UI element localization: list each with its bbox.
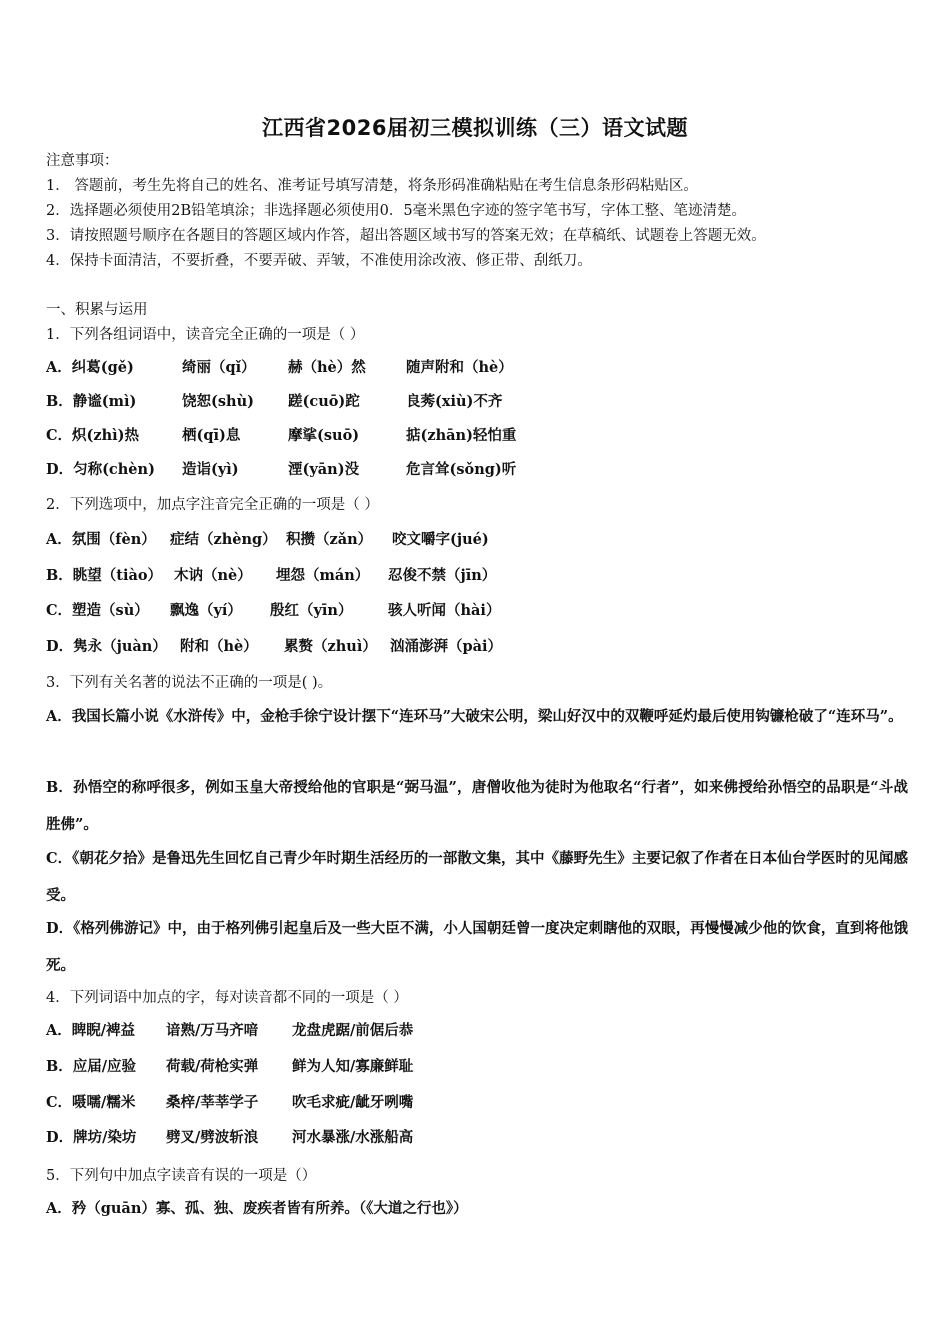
option-term: 咬文嚼字(jué) — [392, 531, 489, 548]
option-term: D．隽永（juàn） — [46, 638, 167, 655]
notice-item: 1． 答题前，考生先将自己的姓名、准考证号填写清楚，将条形码准确粘贴在考生信息条形码粘贴区。 — [46, 178, 698, 194]
option-term: 桑梓/莘莘学子 — [166, 1094, 259, 1111]
q4-option-b — [46, 1057, 413, 1077]
option-term: 木讷（nè） — [174, 567, 252, 584]
question-stem-2: 2．下列选项中，加点字注音完全正确的一项是（ ） — [46, 497, 379, 513]
q4-option-a — [46, 1021, 413, 1041]
option-term: 骇人听闻（hài） — [388, 602, 501, 619]
q4-option-d — [46, 1128, 413, 1148]
option-term: 掂(zhān)轻怕重 — [406, 427, 517, 444]
option-term: 忍俊不禁（jīn） — [388, 567, 497, 584]
question-stem-3: 3．下列有关名著的说法不正确的一项是( )。 — [46, 675, 333, 691]
notice-item: 4．保持卡面清洁，不要折叠，不要弄破、弄皱，不准使用涂改液、修正带、刮纸刀。 — [46, 253, 592, 269]
option-term: 附和（hè） — [180, 638, 258, 655]
option-term: 赫（hè）然 — [288, 359, 366, 376]
question-stem-5: 5．下列句中加点字读音有误的一项是（） — [46, 1168, 317, 1184]
q3-option-b: B．孙悟空的称呼很多，例如玉皇大帝授给他的官职是“弼马温”，唐僧收他为徒时为他取名“行者”，如来佛授给孙悟空的品职是“斗战胜佛”。 — [46, 779, 908, 833]
option-term: 谙熟/万马齐喑 — [166, 1022, 259, 1039]
option-term: 埋怨（mán） — [276, 567, 370, 584]
question-stem-1: 1．下列各组词语中，读音完全正确的一项是（ ） — [46, 327, 365, 343]
option-term: D．牌坊/染坊 — [46, 1129, 137, 1146]
option-term: 绮丽（qǐ） — [182, 359, 256, 376]
q2-option-b — [46, 566, 496, 586]
option-term: 症结（zhèng） — [170, 531, 277, 548]
option-term: A．氛围（fèn） — [46, 531, 156, 548]
q1-option-b — [46, 392, 502, 412]
option-term: C．塑造（sù） — [46, 602, 149, 619]
q4-option-c — [46, 1093, 413, 1113]
option-term: 造诣(yì) — [182, 461, 239, 478]
option-term: 荷载/荷枪实弹 — [166, 1058, 259, 1075]
option-term: 栖(qī)息 — [182, 427, 241, 444]
option-term: 龙盘虎踞/前倨后恭 — [292, 1022, 414, 1039]
option-term: D．匀称(chèn) — [46, 461, 155, 478]
notice-item: 2．选择题必须使用2B铅笔填涂；非选择题必须使用0．5毫米黑色字迹的签字笔书写，字体工整、笔迹清楚。 — [46, 203, 747, 219]
q1-option-a — [46, 358, 513, 378]
q1-option-d — [46, 460, 516, 480]
option-term: 汹涌澎湃（pài） — [390, 638, 503, 655]
option-term: 蹉(cuō)跎 — [288, 393, 360, 410]
q2-option-c — [46, 601, 500, 621]
q2-option-d — [46, 637, 502, 657]
notice-heading: 注意事项： — [46, 153, 119, 169]
question-stem-4: 4．下列词语中加点的字，每对读音都不同的一项是（ ） — [46, 990, 408, 1006]
option-term: 劈叉/劈波斩浪 — [166, 1129, 259, 1146]
option-term: 飘逸（yí） — [170, 602, 242, 619]
q3-option-d: D．《格列佛游记》中，由于格列佛引起皇后及一些大臣不满，小人国朝廷曾一度决定刺瞎他的双眼，再慢慢减少他的饮食，直到将他饿死。 — [46, 920, 908, 974]
option-term: A．纠葛(gě) — [46, 359, 134, 376]
option-term: C．嗫嚅/糯米 — [46, 1094, 136, 1111]
option-term: B．静谧(mì) — [46, 393, 137, 410]
q3-option-c: C．《朝花夕拾》是鲁迅先生回忆自己青少年时期生活经历的一部散文集，其中《藤野先生》主要记叙了作者在日本仙台学医时的见闻感受。 — [46, 850, 908, 904]
option-term: B．应届/应验 — [46, 1058, 137, 1075]
page-title: 江西省2026届初三模拟训练（三）语文试题 — [262, 116, 688, 140]
option-term: 吹毛求疵/龇牙咧嘴 — [292, 1094, 414, 1111]
option-term: 随声附和（hè） — [406, 359, 513, 376]
option-term: 积攒（zǎn） — [286, 531, 373, 548]
option-term: 摩挲(suō) — [288, 427, 360, 444]
option-term: B．眺望（tiào） — [46, 567, 163, 584]
option-term: A．睥睨/裨益 — [46, 1022, 136, 1039]
option-term: 良莠(xiù)不齐 — [406, 393, 503, 410]
option-term: 河水暴涨/水涨船高 — [292, 1129, 414, 1146]
option-term: 累赘（zhuì） — [284, 638, 377, 655]
q1-option-c — [46, 426, 516, 446]
q3-option-a: A．我国长篇小说《水浒传》中，金枪手徐宁设计摆下“连环马”大破宋公明，梁山好汉中的双鞭呼延灼最后使用钩镰枪破了“连环马”。 — [46, 708, 903, 725]
option-term: 湮(yān)没 — [288, 461, 360, 478]
option-term: 鲜为人知/寡廉鲜耻 — [292, 1058, 414, 1075]
option-term: 饶恕(shù) — [182, 393, 254, 410]
notice-item: 3．请按照题号顺序在各题目的答题区域内作答，超出答题区域书写的答案无效；在草稿纸、试题卷上答题无效。 — [46, 228, 766, 244]
option-term: 殷红（yīn） — [270, 602, 353, 619]
q5-option-a: A．矜（guān）寡、孤、独、废疾者皆有所养。（《大道之行也》） — [46, 1200, 468, 1217]
option-term: C．炽(zhì)热 — [46, 427, 140, 444]
q2-option-a — [46, 530, 489, 550]
section-heading: 一、积累与运用 — [46, 302, 148, 318]
option-term: 危言耸(sǒng)听 — [406, 461, 517, 478]
